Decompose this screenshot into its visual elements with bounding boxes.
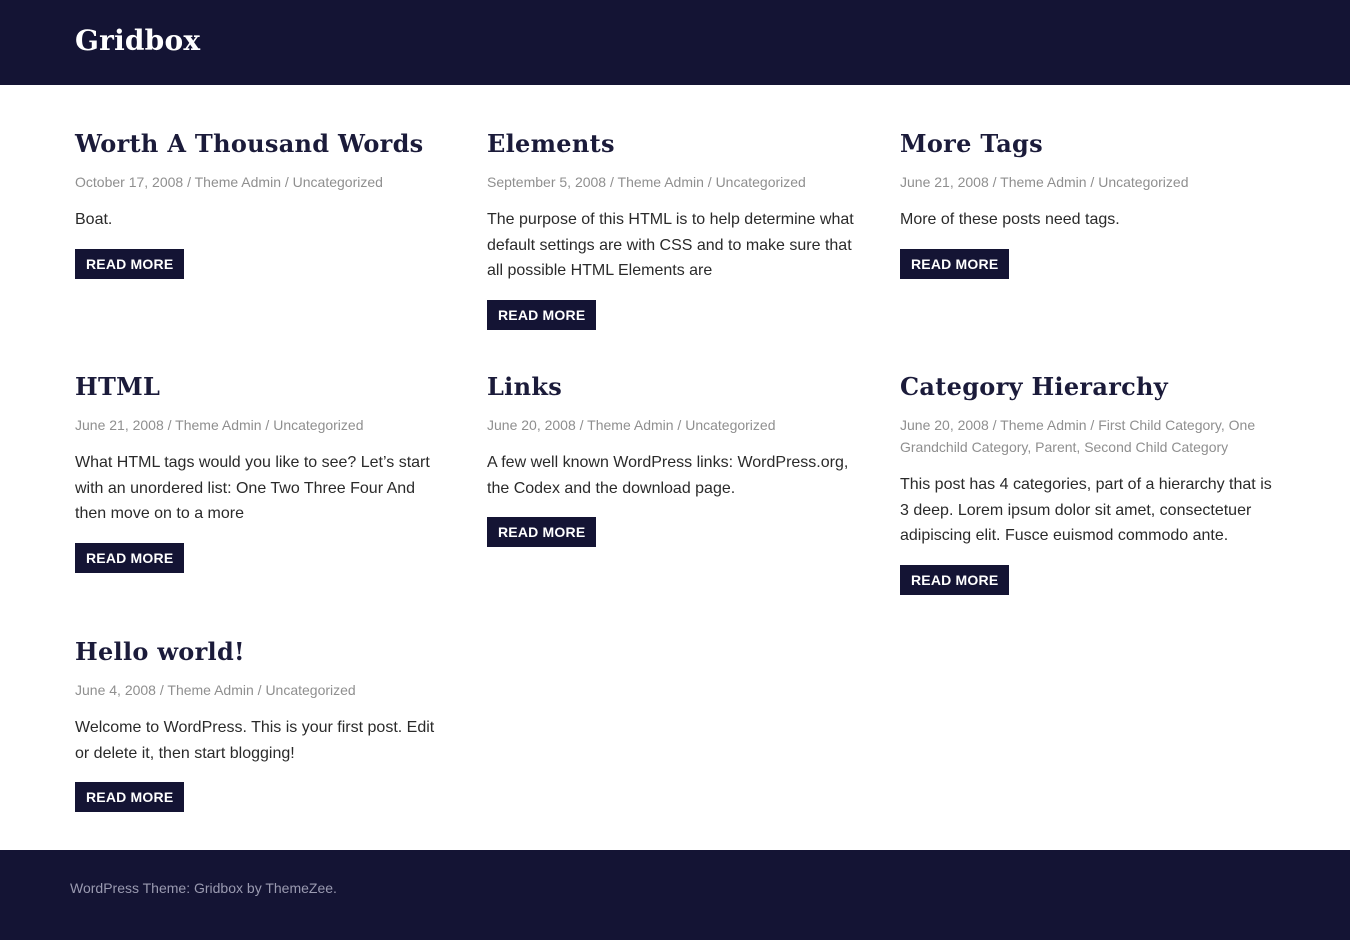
post-excerpt: Welcome to WordPress. This is your first post. Edit or delete it, then start blogging! xyxy=(75,719,435,762)
post-date[interactable]: October 17, 2008 xyxy=(75,174,184,190)
category-separator: , xyxy=(1220,417,1229,433)
read-more-button[interactable]: READ MORE xyxy=(487,517,596,547)
post-author[interactable]: Theme Admin xyxy=(175,417,262,433)
post-card xyxy=(900,372,1272,595)
post-category[interactable]: One Grandchild Category xyxy=(900,417,1256,455)
footer-credit xyxy=(70,880,337,896)
read-more-button[interactable]: READ MORE xyxy=(75,249,184,279)
site-footer xyxy=(0,850,1350,940)
post-excerpt: More of these posts need tags. xyxy=(900,211,1120,228)
meta-separator: / xyxy=(606,174,618,190)
post-title[interactable]: Hello world! xyxy=(75,637,245,666)
post-meta xyxy=(75,171,447,193)
post-title[interactable]: Links xyxy=(487,372,563,401)
post-meta xyxy=(75,414,447,436)
site-title-link[interactable]: Gridbox xyxy=(75,24,201,57)
read-more-button[interactable]: READ MORE xyxy=(75,543,184,573)
footer-author-link[interactable]: ThemeZee xyxy=(265,880,334,896)
post-meta xyxy=(487,414,859,436)
post-date[interactable]: June 20, 2008 xyxy=(487,417,576,433)
meta-separator: / xyxy=(155,682,168,698)
site-header xyxy=(0,0,1350,85)
post-title[interactable]: Elements xyxy=(487,129,615,158)
post-excerpt: Boat. xyxy=(75,211,113,228)
post-meta xyxy=(900,414,1272,458)
post-category[interactable]: Uncategorized xyxy=(715,174,806,190)
post-title[interactable]: HTML xyxy=(75,372,161,401)
meta-separator: / xyxy=(575,417,588,433)
meta-separator: / xyxy=(183,174,195,190)
post-category[interactable]: Second Child Category xyxy=(1084,439,1229,455)
post-author[interactable]: Theme Admin xyxy=(617,174,704,190)
meta-separator: / xyxy=(261,417,274,433)
meta-separator: / xyxy=(703,174,716,190)
post-card xyxy=(487,129,859,330)
post-card xyxy=(487,372,859,547)
post-title[interactable]: Worth A Thousand Words xyxy=(75,129,424,158)
post-title[interactable]: More Tags xyxy=(900,129,1043,158)
post-card xyxy=(75,372,447,573)
footer-prefix: WordPress Theme: xyxy=(70,880,194,896)
meta-separator: / xyxy=(673,417,686,433)
post-card xyxy=(75,129,447,279)
post-meta xyxy=(75,679,447,701)
read-more-button[interactable]: READ MORE xyxy=(487,300,596,330)
post-date[interactable]: June 21, 2008 xyxy=(75,417,164,433)
post-meta xyxy=(900,171,1272,193)
category-separator: , xyxy=(1076,439,1085,455)
footer-by: by xyxy=(243,880,266,896)
post-excerpt: This post has 4 categories, part of a hierarchy that is 3 deep. Lorem ipsum dolor sit amet, consectetuer adipiscing elit. Fusce euismod commodo ante. xyxy=(900,476,1272,544)
footer-suffix: . xyxy=(333,880,337,896)
post-category[interactable]: Parent xyxy=(1035,439,1077,455)
read-more-button[interactable]: READ MORE xyxy=(900,565,1009,595)
read-more-button[interactable]: READ MORE xyxy=(75,782,184,812)
post-meta xyxy=(487,171,859,193)
post-author[interactable]: Theme Admin xyxy=(1000,417,1087,433)
post-card xyxy=(900,129,1272,279)
post-excerpt: The purpose of this HTML is to help determine what default settings are with CSS and to make sure that all possible HTML Elements are xyxy=(487,211,854,279)
meta-separator: / xyxy=(1086,417,1099,433)
post-date[interactable]: June 4, 2008 xyxy=(75,682,156,698)
post-date[interactable]: June 21, 2008 xyxy=(900,174,989,190)
meta-separator: / xyxy=(988,174,1001,190)
post-author[interactable]: Theme Admin xyxy=(1000,174,1087,190)
post-category[interactable]: Uncategorized xyxy=(292,174,383,190)
post-excerpt: What HTML tags would you like to see? Let’s start with an unordered list: One Two Three Four And then move on to a more xyxy=(75,454,430,522)
post-category[interactable]: Uncategorized xyxy=(1098,174,1189,190)
post-title[interactable]: Category Hierarchy xyxy=(900,372,1169,401)
post-author[interactable]: Theme Admin xyxy=(194,174,281,190)
post-date[interactable]: June 20, 2008 xyxy=(900,417,989,433)
meta-separator: / xyxy=(280,174,293,190)
post-author[interactable]: Theme Admin xyxy=(167,682,254,698)
post-card xyxy=(75,637,447,812)
meta-separator: / xyxy=(1086,174,1099,190)
post-category[interactable]: First Child Category xyxy=(1098,417,1221,433)
post-category[interactable]: Uncategorized xyxy=(685,417,776,433)
post-category[interactable]: Uncategorized xyxy=(265,682,356,698)
meta-separator: / xyxy=(988,417,1001,433)
meta-separator: / xyxy=(253,682,266,698)
category-separator: , xyxy=(1027,439,1036,455)
post-excerpt: A few well known WordPress links: WordPress.org, the Codex and the download page. xyxy=(487,454,849,497)
read-more-button[interactable]: READ MORE xyxy=(900,249,1009,279)
meta-separator: / xyxy=(163,417,176,433)
post-author[interactable]: Theme Admin xyxy=(587,417,674,433)
post-category[interactable]: Uncategorized xyxy=(273,417,364,433)
post-date[interactable]: September 5, 2008 xyxy=(487,174,607,190)
footer-theme-link[interactable]: Gridbox xyxy=(193,880,244,896)
